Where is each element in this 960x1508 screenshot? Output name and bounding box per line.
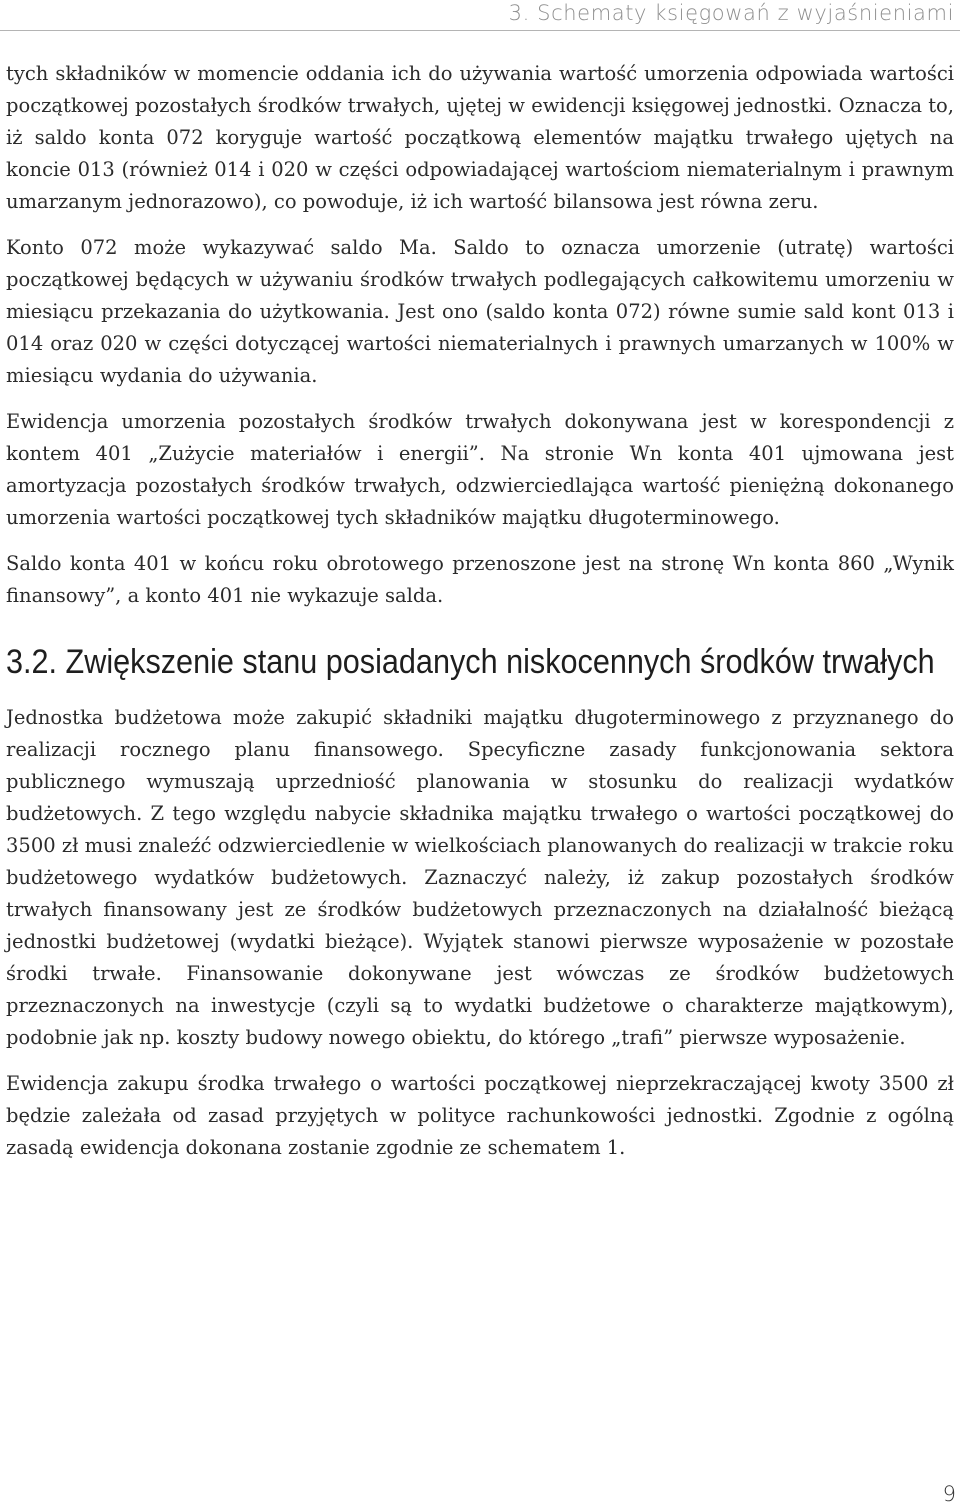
body-paragraph: tych składników w momencie oddania ich do używania wartość umorzenia odpowiada wartości początkowej pozostałych środków trwałych, ujętej w ewidencji księgowej jednostki. Oznacza to, iż saldo konta 072 koryguje wartość początkową elementów majątku trwałego ujętych na koncie 013 (również 014 i 020 w części odpowiadającej wartościom niematerialnym i prawnym umarzanym jednorazowo), co powoduje, iż ich wartość bilansowa jest równa zeru.: [6, 62, 954, 213]
body-paragraph: Konto 072 może wykazywać saldo Ma. Saldo to oznacza umorzenie (utratę) wartości początkowej będących w używaniu środków trwałych podlegających całkowitemu umorzeniu w miesiącu przekazania do użytkowania. Jest ono (saldo konta 072) równe sumie sald kont 013 i 014 oraz 020 w części dotyczącej wartości niematerialnych i prawnych umarzanych w 100% w miesiącu wydania do używania.: [6, 236, 954, 387]
body-paragraph: Jednostka budżetowa może zakupić składniki majątku długoterminowego z przyznanego do realizacji rocznego planu finansowego. Specyficzne zasady funkcjonowania sektora publicznego wymuszają uprzedniość planowania w stosunku do realizacji wydatków budżetowych. Z tego względu nabycie składnika majątku trwałego o wartości początkowej do 3500 zł musi znaleźć odzwierciedlenie w wielkościach planowanych do realizacji w trakcie roku budżetowego wydatków budżetowych. Zaznaczyć należy, iż zakup pozostałych środków trwałych finansowany jest ze środków budżetowych przeznaczonych na działalność bieżącą jednostki budżetowej (wydatki bieżące). Wyjątek stanowi pierwsze wyposażenie w pozostałe środki trwałe. Finansowanie dokonywane jest wówczas ze środków budżetowych przeznaczonych na inwestycje (czyli są to wydatki budżetowe o charakterze majątkowym), podobnie jak np. koszty budowy nowego obiektu, do którego „trafi” pierwsze wyposażenie.: [6, 706, 954, 1049]
section-heading: 3.2. Zwiększenie stanu posiadanych niskocennych środków trwałych: [6, 643, 935, 681]
header-divider: [0, 30, 960, 31]
body-paragraph: Saldo konta 401 w końcu roku obrotowego przenoszone jest na stronę Wn konta 860 „Wynik finansowy”, a konto 401 nie wykazuje salda.: [6, 552, 954, 607]
body-paragraph: Ewidencja zakupu środka trwałego o wartości początkowej nieprzekraczającej kwoty 3500 zł będzie zależała od zasad przyjętych w polityce rachunkowości jednostki. Zgodnie z ogólną zasadą ewidencja dokonana zostanie zgodnie ze schematem 1.: [6, 1072, 954, 1159]
page-number: 9: [942, 1482, 956, 1506]
body-paragraph: Ewidencja umorzenia pozostałych środków trwałych dokonywana jest w korespondencji z kontem 401 „Zużycie materiałów i energii”. Na stronie Wn konta 401 ujmowana jest amortyzacja pozostałych środków trwałych, odzwierciedlająca wartość pieniężną dokonanego umorzenia wartości początkowej tych składników majątku długoterminowego.: [6, 410, 954, 529]
page-body: [6, 58, 954, 1164]
running-header-title: 3. Schematy księgowań z wyjaśnieniami: [508, 1, 954, 25]
